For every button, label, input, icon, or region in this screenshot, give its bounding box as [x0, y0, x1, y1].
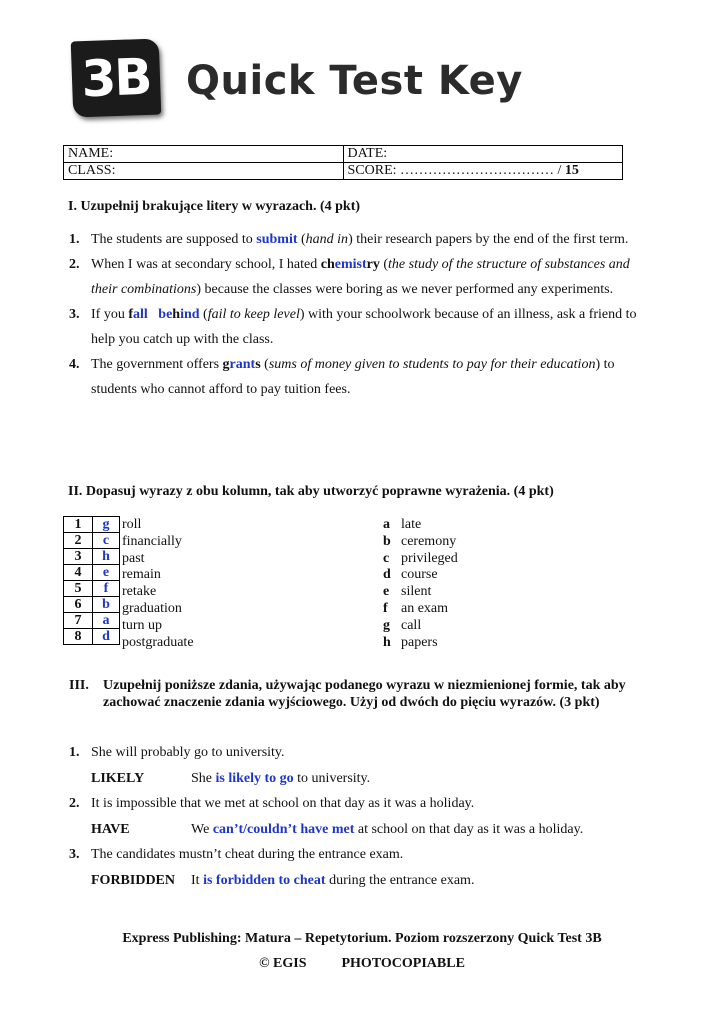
answer-phrase: can’t/couldn’t have met — [212, 821, 355, 837]
list-item: LIKELY She is likely to go to university. — [63, 766, 663, 792]
list-item: g call — [383, 617, 422, 633]
answer-word: submit — [256, 232, 298, 247]
table-row: 7 a — [64, 613, 120, 629]
answer-cell[interactable]: a — [93, 613, 120, 629]
table-row: 2 c — [64, 533, 120, 549]
section2-heading: II. Dopasuj wyrazy z obu kolumn, tak aby utworzyć poprawne wyrażenia. (4 pkt) — [68, 484, 554, 499]
keyword: HAVE — [91, 821, 130, 837]
answer-cell[interactable]: b — [93, 597, 120, 613]
keyword: FORBIDDEN — [91, 872, 176, 888]
list-item: a late — [383, 517, 422, 532]
list-item: postgraduate — [122, 634, 194, 650]
list-item: 3. If you fall behind (fail to keep level) with your schoolwork because of an illness, ask a friend to help you catch up with the class. — [69, 307, 637, 347]
table-row: 3 h — [64, 549, 120, 565]
footer-copyright: © EGIS PHOTOCOPIABLE — [259, 956, 465, 971]
list-item: roll — [122, 517, 142, 532]
list-item: 1. She will probably go to university. — [69, 745, 285, 760]
answer-cell[interactable]: e — [93, 565, 120, 581]
section3-list — [63, 740, 663, 893]
student-info-table — [63, 145, 623, 180]
answer-phrase: is likely to go — [215, 770, 294, 786]
list-item: c privileged — [383, 550, 458, 566]
list-item: d course — [383, 567, 438, 583]
footer-publisher: Express Publishing: Matura – Repetytorium. Poziom rozszerzony Quick Test 3B — [122, 931, 602, 946]
answer-word: grants — [222, 357, 261, 372]
section1-list — [63, 227, 653, 402]
answer-cell[interactable]: c — [93, 533, 120, 549]
answer-cell[interactable]: f — [93, 581, 120, 597]
keyword: LIKELY — [91, 770, 145, 786]
list-item: HAVE We can’t/couldn’t have met at school on that day as it was a holiday. — [63, 817, 663, 843]
name-field[interactable]: NAME: — [64, 146, 344, 163]
score-total: 15 — [564, 163, 579, 178]
list-item: 2. When I was at secondary school, I hated chemistry (the study of the structure of substances and their combinations) because the classes were boring as we never performed any experiments. — [69, 257, 630, 297]
list-item: 3. The candidates mustn’t cheat during the entrance exam. — [69, 847, 404, 862]
section1-heading: I. Uzupełnij brakujące litery w wyrazach. (4 pkt) — [68, 199, 361, 214]
list-item: 4. The government offers grants (sums of money given to students to pay for their education) to students who cannot afford to pay tuition fees. — [69, 357, 615, 397]
score-field[interactable]: SCORE: …………………………… / 15 — [343, 163, 623, 180]
table-row: 1 g — [64, 517, 120, 533]
list-item: 1. The students are supposed to submit (hand in) their research papers by the end of the first term. — [69, 232, 629, 247]
list-item: FORBIDDEN It is forbidden to cheat during the entrance exam. — [63, 868, 663, 894]
list-item: retake — [122, 584, 157, 600]
answer-cell[interactable]: d — [93, 629, 120, 645]
list-item: 2. It is impossible that we met at school on that day as it was a holiday. — [69, 796, 475, 811]
section3-heading: III. Uzupełnij poniższe zdania, używając podanego wyrazu w niezmienionej formie, tak aby zachować znaczenie zdania wyjściowego. Użyj od dwóch do pięciu wyrazów. (3 pkt) — [69, 678, 626, 710]
list-item: financially — [122, 533, 182, 549]
list-item: remain — [122, 567, 161, 583]
answer-grid — [63, 516, 120, 645]
date-field[interactable]: DATE: — [343, 146, 623, 163]
class-field[interactable]: CLASS: — [64, 163, 344, 180]
list-item: h papers — [383, 634, 438, 650]
list-item: turn up — [122, 617, 163, 633]
answer-phrase: is forbidden to cheat — [203, 872, 326, 888]
answer-cell[interactable]: h — [93, 549, 120, 565]
answer-word: fall behind — [128, 307, 200, 322]
answer-cell[interactable]: g — [93, 517, 120, 533]
list-item: graduation — [122, 600, 182, 616]
unit-badge: 3B — [71, 38, 162, 117]
page-title: Quick Test Key — [186, 58, 523, 104]
list-item: b ceremony — [383, 533, 457, 549]
table-row: 5 f — [64, 581, 120, 597]
table-row: 8 d — [64, 629, 120, 645]
left-column — [122, 517, 194, 651]
table-row: 4 e — [64, 565, 120, 581]
right-column — [383, 517, 458, 651]
list-item: past — [122, 550, 145, 566]
list-item: e silent — [383, 584, 432, 600]
answer-word: chemistry — [320, 257, 380, 272]
list-item: f an exam — [383, 600, 449, 616]
table-row: 6 b — [64, 597, 120, 613]
